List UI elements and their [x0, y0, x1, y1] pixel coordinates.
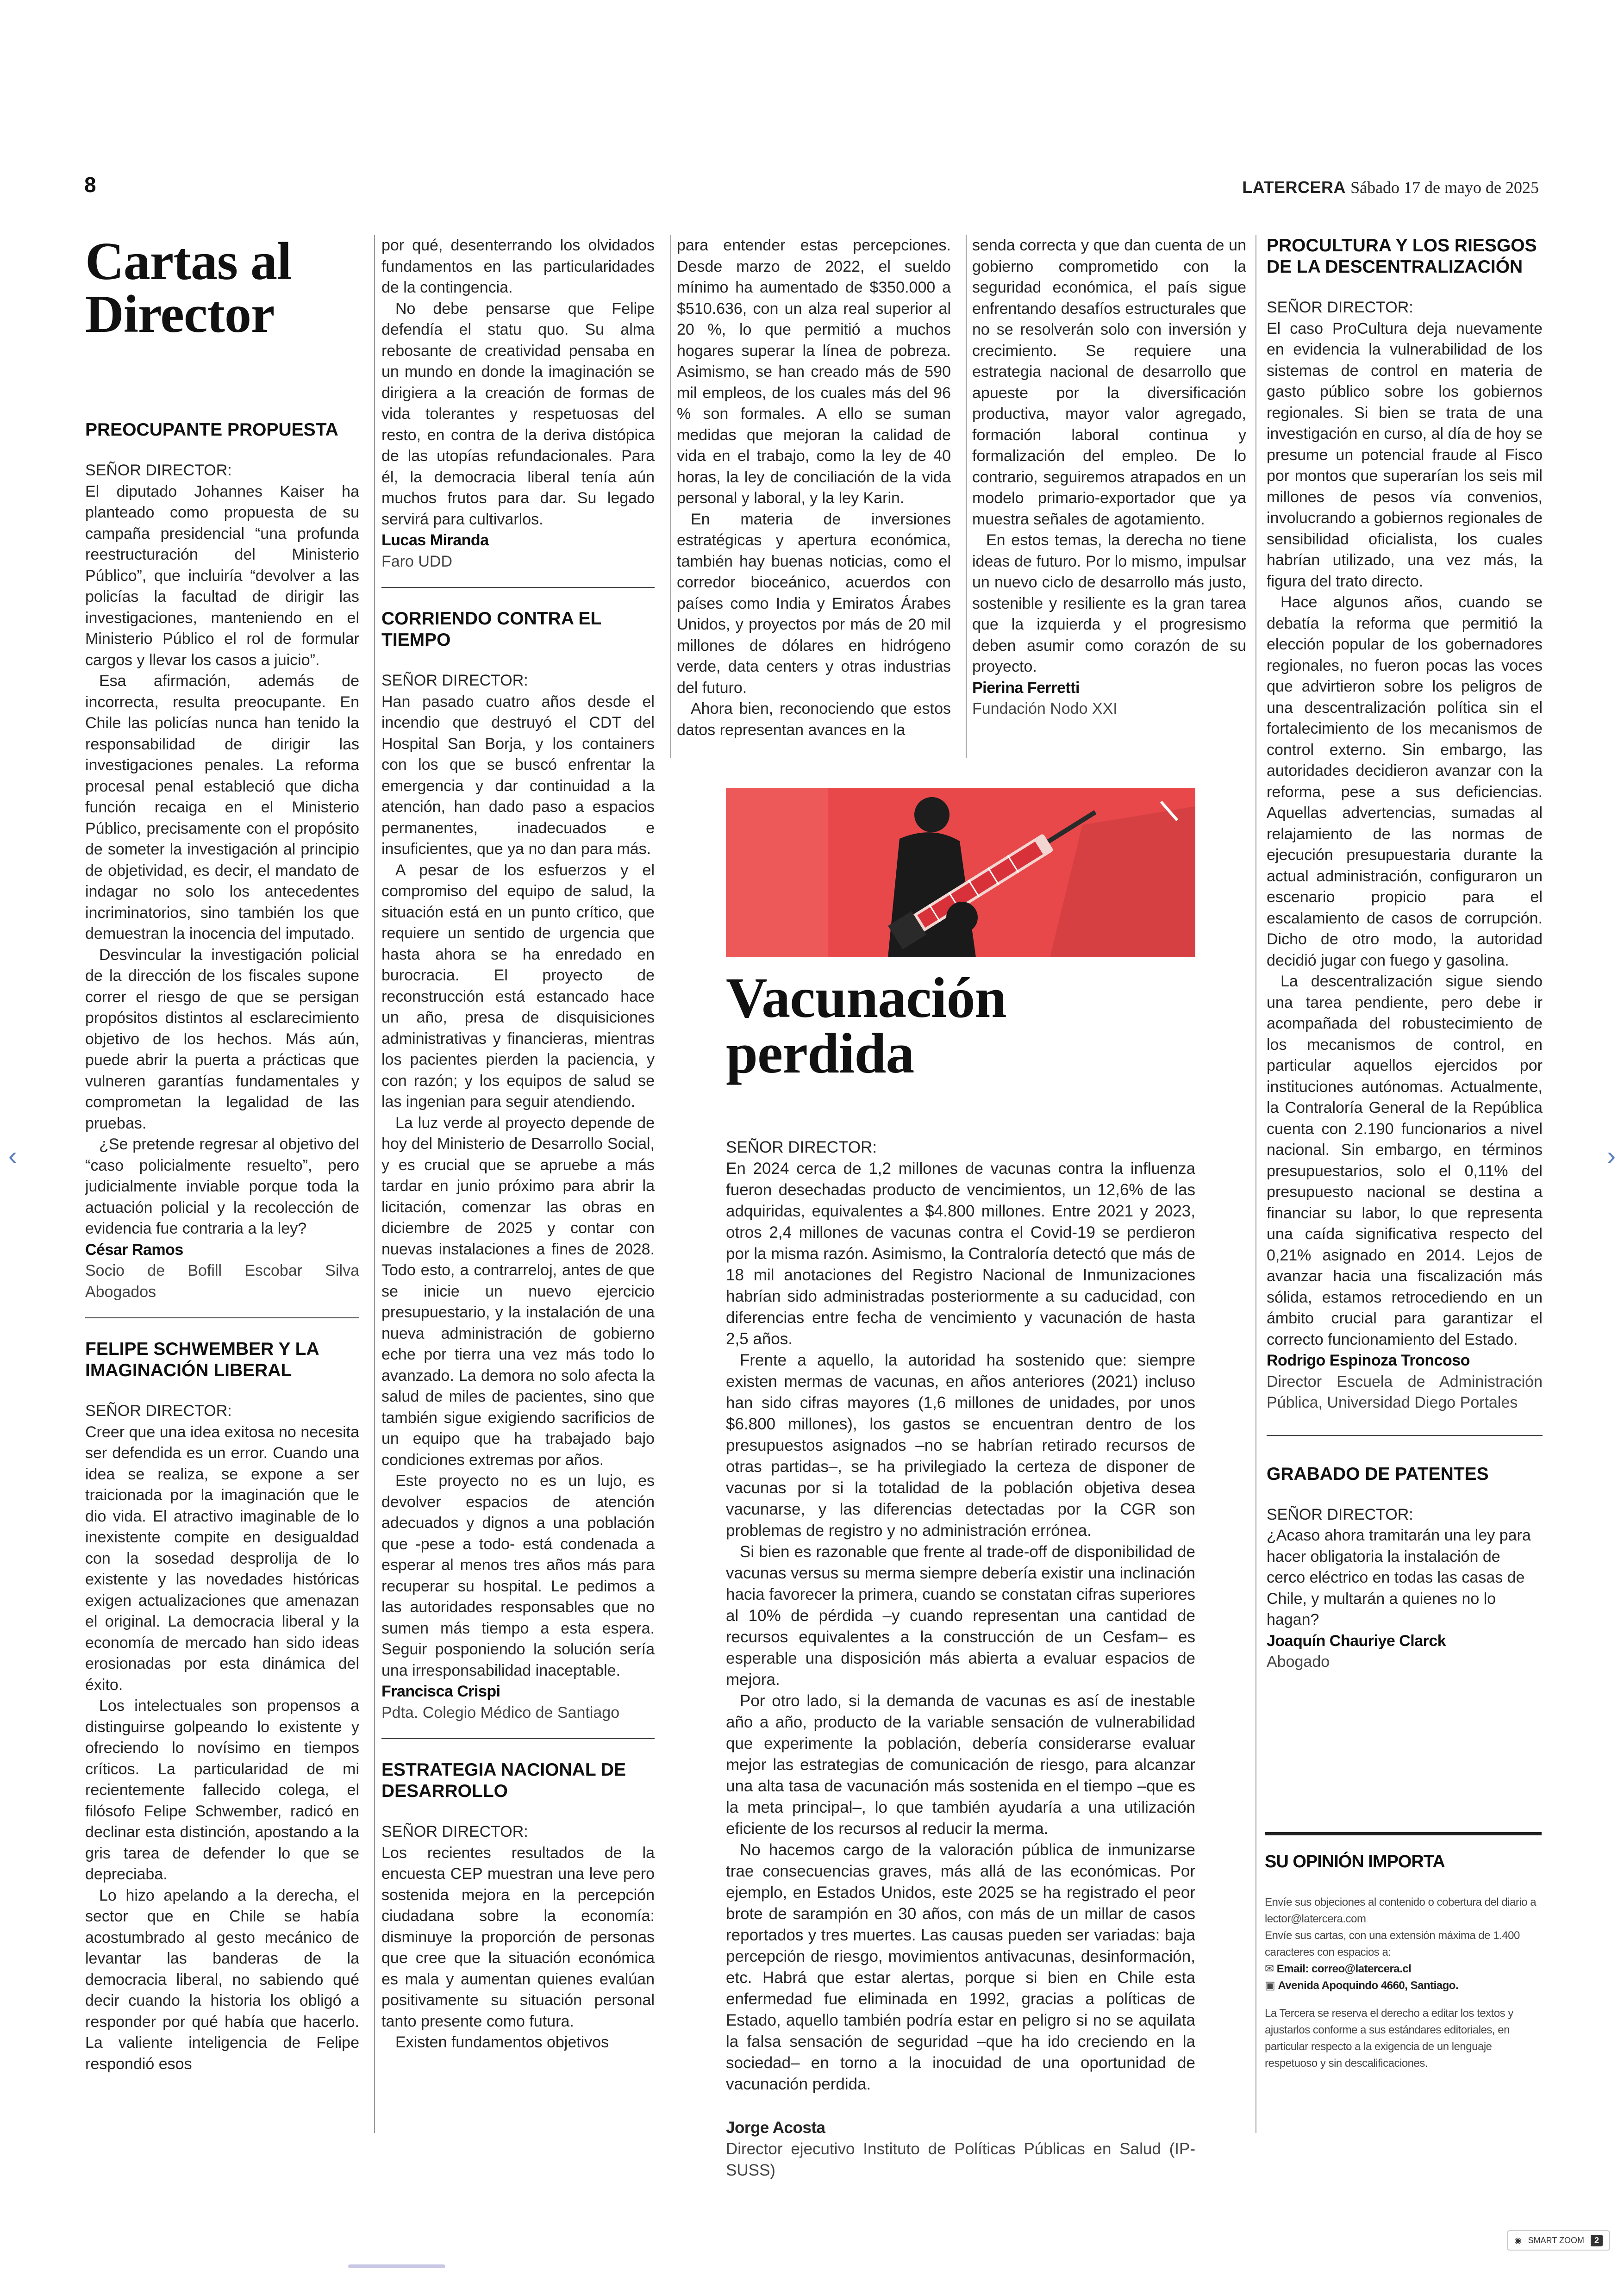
signature-role: Director Escuela de Administración Pública, Universidad Diego Portales [1267, 1372, 1543, 1411]
salutation: SEÑOR DIRECTOR: [726, 1138, 877, 1156]
letter-headline: ESTRATEGIA NACIONAL DE DESARROLLO [381, 1760, 626, 1801]
smart-zoom-control[interactable] [1507, 2230, 1610, 2251]
paragraph: Los intelectuales son propensos a distinguirse golpeando lo existente y ofreciendo lo novísimo en tiempos críticos. La particularidad de mi recientemente fallecido colega, el filósofo Felipe Schwember, radicó en declinar esta distinción, apostando a la gris tarea de defender lo que se depreciaba. [85, 1697, 359, 1883]
letter-corriendo [381, 608, 655, 1723]
paragraph: En 2024 cerca de 1,2 millones de vacunas contra la influenza fueron desechadas producto de vencimientos, un 12,6% de las adquiridas, equivalentes a $4.800 millones. Entre 2021 y 2023, otros 2,4 millones de vacunas contra el Covid-19 se perdieron por la misma razón. Asimismo, la Contraloría detectó que más de 18 mil anotaciones del Registro Nacional de Inmunizaciones habrían sido administradas posteriormente a su caducidad, con diferencias entre fecha de vencimiento y vacunación de hasta 2,5 años. [726, 1160, 1195, 1348]
paragraph: por qué, desenterrando los olvidados fundamentos en las particularidades de la contingencia. [381, 237, 655, 296]
paragraph: Por otro lado, si la demanda de vacunas es así de inestable año a año, producto de la variable sensación de vulnerabilidad que experimente la población, debería considerarse evaluar mejor las estrategias de comunicación de riesgo, para alcanzar una alta tasa de vacunación más sostenida en el tiempo –que es la meta principal–, lo que también ayudaría a una utilización eficiente de los recursos al reducir la merma. [726, 1692, 1195, 1838]
paragraph: Frente a aquello, la autoridad ha sostenido que: siempre existen mermas de vacunas, en años anteriores (2021) incluso han sido cifras mayores (1,6 millones de unidades, por unos $6.800 millones), los gastos se encuentran dentro de los presupuestos asignados –no se habrían retirado recursos de otras partidas–, se ha privilegiado la certeza de disponer de vacunas por si la totalidad de la población objetiva desea vacunarse, y las diferencias detectadas por la CGR son problemas de registro y no administración errónea. [726, 1351, 1195, 1540]
paragraph: No hacemos cargo de la valoración pública de inmunizarse trae consecuencias graves, más allá de las económicas. Por ejemplo, en Estados Unidos, este 2025 se ha registrado el peor brote de sarampión en 30 años, con más de un millar de casos reportados y tres muertes. Las causas pueden ser variadas: baja percepción de riesgo, movimientos antivacunas, desinformación, etc. Habrá que estar alertas, porque si bien en Chile esta enfermedad fue eliminada en 1992, gracias a políticas de Estado, aquello también podría estar en peligro si no se aquilata la falsa sensación de seguridad –que ha ido creciendo en la sociedad– en torno a la inocuidad de una oportunidad de vacunación perdida. [726, 1841, 1195, 2093]
paragraph: Desvincular la investigación policial de la dirección de los fiscales supone correr el riesgo de que se persigan propósitos distintos al esclarecimiento objetivo de los hechos. Más aún, puede abrir la puerta a prácticas que vulneren garantías fundamentales y comprometan la legalidad de las pruebas. [85, 946, 359, 1132]
signature: César Ramos [85, 1241, 183, 1259]
paragraph: ¿Se pretende regresar al objetivo del “caso policialmente resuelto”, pero judicialmente inviable porque toda la actuación policial y la recolección de evidencia fue contraria a la ley? [85, 1135, 359, 1237]
paragraph: Este proyecto no es un lujo, es devolver espacios de atención adecuados y dignos a una población que -pese a todo- está condenada a esperar al menos tres años más para recuperar su hospital. Le pedimos a las autoridades responsables que no sumen más tiempo a esta espera. Seguir posponiendo la solución sería una irresponsabilidad inaceptable. [381, 1472, 655, 1679]
salutation: SEÑOR DIRECTOR: [85, 461, 232, 479]
opinion-box-rule [1265, 1832, 1542, 1835]
salutation: SEÑOR DIRECTOR: [381, 1823, 528, 1840]
prev-page-chevron-icon[interactable]: ‹ [8, 1141, 17, 1170]
column-divider [1255, 235, 1256, 2133]
paragraph: Los recientes resultados de la encuesta CEP muestran una leve pero sostenida mejora en la percepción ciudadana sobre la economía: disminuye la proporción de personas que cree que la situación económica es mala y aumentan quienes evalúan positivamente su situación personal tanto presente como futura. [381, 1844, 655, 2030]
letter-headline: CORRIENDO CONTRA EL TIEMPO [381, 609, 601, 650]
letter-divider [1267, 1435, 1543, 1436]
syringe-figure-icon [726, 788, 1195, 957]
opinion-address [1265, 1977, 1542, 1994]
signature-role: Fundación Nodo XXI [972, 700, 1118, 717]
letter-schwember [85, 1339, 359, 2075]
paragraph: para entender estas percepciones. Desde marzo de 2022, el sueldo mínimo ha aumentado de $350.000 a $510.636, con un alza real superior al 20 %, lo que permitió a muchos hogares superar la línea de pobreza. Asimismo, se han creado más de 590 mil empleos, de los cuales más del 96 % son formales. A ello se suman medidas que mejoran la calidad de vida en el trabajo, como la ley de 40 horas, la ley de conciliación de la vida personal y laboral, y la ley Karin. [677, 237, 951, 507]
column-1 [85, 232, 359, 2075]
column-4 [972, 235, 1246, 720]
salutation: SEÑOR DIRECTOR: [381, 672, 528, 689]
opinion-title: SU OPINIÓN IMPORTA [1265, 1852, 1445, 1871]
eye-icon: ◉ [1514, 2235, 1522, 2245]
paragraph: Han pasado cuatro años desde el incendio que destruyó el CDT del Hospital San Borja, y los containers con los que se buscó enfrentar la emergencia y dar continuidad a la atención, han dado paso a espacios permanentes, inadecuados e insuficientes, que ya no dan para más. [381, 692, 655, 858]
letter-divider [381, 1738, 655, 1739]
signature: Lucas Miranda [381, 531, 489, 549]
masthead-brand: LATERCERA [1242, 178, 1346, 197]
paragraph: Ahora bien, reconociendo que estos datos representan avances en la [677, 700, 951, 739]
paragraph: El diputado Johannes Kaiser ha planteado como propuesta de su campaña presidencial “una profunda reestructuración del Ministerio Público”, que incluiría “devolver a las policías la facultad de dirigir las investigaciones, manteniendo en el Ministerio Público el rol de formular cargos y llevar los casos a juicio”. [85, 482, 359, 669]
salutation: SEÑOR DIRECTOR: [85, 1402, 232, 1420]
letter-headline: GRABADO DE PATENTES [1267, 1464, 1489, 1484]
paragraph: Creer que una idea exitosa no necesita ser defendida es un error. Cuando una idea se realiza, se expone a ser traicionada por la imaginación que le dio vida. El atractivo imaginable de lo inexistente compite en desigualdad con la sosedad desprolija de lo existente y las novedades históricas exigen actualizaciones que amenazan el original. La democracia liberal y la economía de mercado han sido ideas erosionadas por esta dinámica del éxito. [85, 1423, 359, 1694]
featured-headline: Vacunación perdida [726, 966, 1006, 1085]
letter-headline: PREOCUPANTE PROPUESTA [85, 420, 338, 440]
mail-icon: ▣ [1265, 1979, 1278, 1992]
paragraph: No debe pensarse que Felipe defendía el statu quo. Su alma rebosante de creatividad pensaba en un mundo en donde la imaginación se dirigiera a la creación de formas de vida tolerantes y respetuosas del resto, en contra de la deriva distópica de las utopías refundacionales. Para él, la democracia liberal tenía aún muchos frutos para dar. Su legado servirá para cultivarlos. [381, 299, 655, 528]
envelope-icon: ✉ [1265, 1963, 1277, 1975]
column-divider [966, 235, 967, 758]
page-indicator: 2 [1591, 2235, 1603, 2246]
letter-headline: PROCULTURA Y LOS RIESGOS DE LA DESCENTRALIZACIÓN [1267, 236, 1537, 277]
signature: Francisca Crispi [381, 1683, 500, 1700]
scroll-progress-bar[interactable] [348, 2264, 445, 2268]
paragraph: El caso ProCultura deja nuevamente en evidencia la vulnerabilidad de los sistemas de control en materia de gasto público sobre los gobiernos regionales. Si bien se trata de una investigación en curso, al día de hoy se presume un potencial fraude al Fisco por montos que superarían los seis mil millones de pesos vía convenios, involucrando a gobiernos regionales de sensibilidad oficialista, los cuales habrían utilizado, una vez más, la figura del trato directo. [1267, 319, 1543, 590]
paragraph: ¿Acaso ahora tramitarán una ley para hacer obligatoria la instalación de cerco eléctrico en todas las casas de Chile, y multarán a quienes no lo hagan? [1267, 1527, 1531, 1628]
signature-role: Abogado [1267, 1653, 1330, 1671]
letter-divider [381, 587, 655, 588]
signature: Rodrigo Espinoza Troncoso [1267, 1352, 1470, 1369]
letter-estrategia [381, 1759, 655, 2053]
email-text[interactable]: Email: correo@latercera.cl [1276, 1963, 1412, 1975]
column-3 [677, 235, 951, 741]
section-title: Cartas al Director [85, 232, 292, 344]
opinion-email [1265, 1961, 1542, 1977]
paragraph: Esa afirmación, además de incorrecta, resulta preocupante. En Chile las policías nunca han tenido la responsabilidad de dirigir las investigaciones penales. La reforma procesal penal estableció que dicha función recaiga en el Ministerio Público, precisamente con el propósito de someter la investigación al principio de objetividad, es decir, el mandato de indagar no solo los antecedentes incriminatorios, sino también los que demuestran la inocencia del imputado. [85, 672, 359, 942]
paragraph: Lo hizo apelando a la derecha, el sector que en Chile se había acostumbrado al gesto mecánico de levantar las banderas de la democracia liberal, no sabiendo qué decir cuando la historia los obligó a responder por qué había que hacerlo. La valiente inteligencia de Felipe respondió esos [85, 1886, 359, 2073]
signature: Pierina Ferretti [972, 679, 1080, 697]
signature-role: Socio de Bofill Escobar Silva Abogados [85, 1262, 359, 1301]
paragraph: Existen fundamentos objetivos [395, 2033, 609, 2051]
featured-letter [726, 966, 1195, 2181]
page-number: 8 [84, 173, 96, 197]
signature-role: Faro UDD [381, 552, 453, 570]
next-page-chevron-icon[interactable]: › [1607, 1141, 1616, 1170]
letter-procultura [1267, 235, 1543, 1414]
address-text: Avenida Apoquindo 4660, Santiago. [1278, 1979, 1459, 1992]
opinion-box [1265, 1832, 1542, 2072]
opinion-text: Envíe sus objeciones al contenido o cobertura del diario a lector@latercera.com [1265, 1896, 1537, 1925]
paragraph: En estos temas, la derecha no tiene ideas de futuro. Por lo mismo, impulsar un nuevo ciclo de desarrollo más justo, sostenible y resiliente es la gran tarea que la izquierda y el progresismo deben asumir como corazón de su proyecto. [972, 531, 1246, 675]
masthead [1242, 178, 1539, 197]
smart-zoom-label: SMART ZOOM [1528, 2235, 1584, 2245]
paragraph: La luz verde al proyecto depende de hoy del Ministerio de Desarrollo Social, y es crucial que se apruebe a más tardar en junio próximo para abrir la licitación, comenzar las obras en diciembre de 2025 y contar con nuevas instalaciones a fines de 2028. Todo esto, a contrarreloj, antes de que se inicie un nuevo ejercicio presupuestario, y la instalación de una nueva administración de gobierno eche por tierra una vez más todo lo avanzado. La demora no solo afecta la salud de miles de pacientes, sino que también sigue exigiendo sacrificios de un equipo que ha trabajado bajo condiciones extremas por años. [381, 1114, 655, 1469]
masthead-date: Sábado 17 de mayo de 2025 [1350, 178, 1539, 197]
opinion-text: Envíe sus cartas, con una extensión máxima de 1.400 caracteres con espacios a: [1265, 1929, 1520, 1958]
salutation: SEÑOR DIRECTOR: [1267, 299, 1413, 316]
letter-preocupante [85, 419, 359, 1303]
paragraph: En materia de inversiones estratégicas y apertura económica, también hay buenas noticias, como el corredor bioceánico, acuerdos con países como India y Emiratos Árabes Unidos, y proyectos por más de 20 mil millones de dólares en hidrógeno verde, data centers y otras industrias del futuro. [677, 510, 951, 697]
column-2 [381, 235, 655, 2053]
paragraph: A pesar de los esfuerzos y el compromiso del equipo de salud, la situación está en un punto crítico, que requiere un sentido de urgencia que hasta ahora se ha enredado en burocracia. El proyecto de reconstrucción está estancado hace un año, presa de disquisiciones administrativas y financieras, mientras los pacientes pierden la paciencia, y con razón; y los equipos de salud se las ingenian para seguir atendiendo. [381, 861, 655, 1110]
paragraph: senda correcta y que dan cuenta de un gobierno comprometido con la seguridad económica, el país sigue enfrentando desafíos estructurales que no se resolverán solo con inversión y crecimiento. Se requiere una estrategia nacional de desarrollo que apueste por la diversificación productiva, mayor valor agregado, formación laboral continua y formalización del empleo. De lo contrario, seguiremos atrapados en un modelo primario-exportador que ya muestra señales de agotamiento. [972, 237, 1246, 528]
signature: Joaquín Chauriye Clarck [1267, 1632, 1446, 1650]
letter-patentes [1267, 1464, 1543, 1673]
signature: Jorge Acosta [726, 2119, 825, 2137]
letter-divider [85, 1317, 359, 1318]
paragraph: Si bien es razonable que frente al trade-off de disponibilidad de vacunas versus su merma siempre debería existir una inclinación hacia favorecer la primera, cuando se constatan cifras superiores al 10% de pérdida –y cuando representan una cantidad de recursos equivalentes a la construcción de un Cesfam– es esperable una disposición más abierta a evaluar espacios de mejora. [726, 1543, 1195, 1689]
opinion-disclaimer: La Tercera se reserva el derecho a editar los textos y ajustarlos conforme a sus estándares editoriales, en particular respecto a la exigencia de un lenguaje respetuoso y sin descalificaciones. [1265, 2007, 1513, 2070]
column-divider [670, 235, 671, 758]
signature-role: Pdta. Colegio Médico de Santiago [381, 1703, 620, 1721]
paragraph: La descentralización sigue siendo una tarea pendiente, pero debe ir acompañada del robustecimiento de los mecanismos de control, en particular aquellos ejercidos por instituciones autónomas. Actualmente, la Contraloría General de la República cuenta con 2.190 funcionarios a nivel nacional. Sin embargo, en términos presupuestarios, solo el 0,11% del presupuesto nacional se destina a financiar su labor, lo que representa una caída significativa respecto del 0,21% asignado en 2014. Lejos de avanzar hacia una fiscalización más sólida, estamos retrocediendo en un ámbito crucial para garantizar el correcto funcionamiento del Estado. [1267, 973, 1543, 1348]
column-divider [374, 235, 375, 2133]
salutation: SEÑOR DIRECTOR: [1267, 1505, 1413, 1523]
column-5 [1267, 235, 1543, 1673]
vaccine-illustration [726, 788, 1195, 957]
letter-headline: FELIPE SCHWEMBER Y LA IMAGINACIÓN LIBERAL [85, 1339, 319, 1380]
signature-role: Director ejecutivo Instituto de Políticas Públicas en Salud (IP-SUSS) [726, 2140, 1195, 2179]
paragraph: Hace algunos años, cuando se debatía la reforma que permitió la elección popular de los gobernadores regionales, no fueron pocas las voces que advirtieron sobre los peligros de una descentralización política sin el fortalecimiento de los mecanismos de control externo. Sin embargo, las autoridades decidieron avanzar con la reforma, pese a sus deficiencias. Aquellas advertencias, sumadas al relajamiento de las normas de ejecución presupuestaria durante la actual administración, configuraron un escenario propicio para el escalamiento de casos de corrupción. Dicho de otro modo, la autoridad decidió jugar con fuego y gasolina. [1267, 593, 1543, 969]
